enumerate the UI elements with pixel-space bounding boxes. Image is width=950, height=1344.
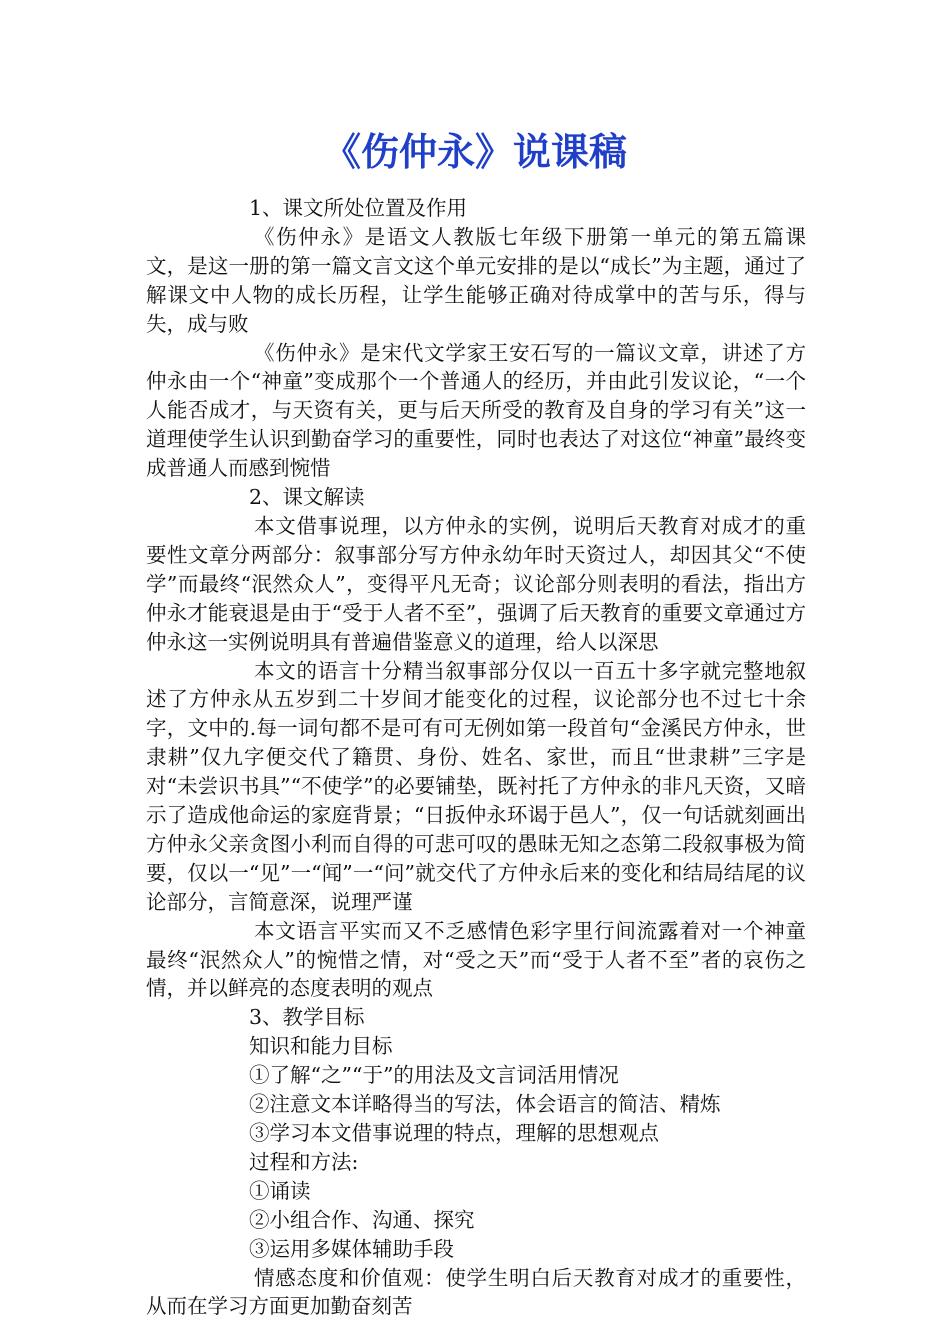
body-paragraph: 《伤仲永》是语文人教版七年级下册第一单元的第五篇课文，是这一册的第一篇文言文这个单元安排的是以“成长”为主题，通过了解课文中人物的成长历程，让学生能够正确对待成掌中的苦与乐，得与失，成与败: [146, 224, 806, 336]
list-item: ③运用多媒体辅助手段: [249, 1236, 454, 1261]
section-heading: 3、教学目标: [249, 1005, 365, 1030]
list-item: ②注意文本详略得当的写法，体会语言的简洁、精炼: [249, 1092, 721, 1117]
body-paragraph: 本文的语言十分精当叙事部分仅以一百五十多字就完整地叙述了方仲永从五岁到二十岁间才能变化的过程，议论部分也不过七十余字，文中的.每一词句都不是可有可无例如第一段首句“金溪民方仲永，世隶耕”仅九字便交代了籍贯、身份、姓名、家世，而且“世隶耕”三字是对“未尝识书具”“不使学”的必要铺垫，既衬托了方仲永的非凡天资，又暗示了造成他命运的家庭背景；“日扳仲永环谒于邑人”，仅一句话就刻画出方仲永父亲贪图小利而自得的可悲可叹的愚昧无知之态第二段叙事极为简要，仅以一“见”一“闻”一“问”就交代了方仲永后来的变化和结局结尾的议论部分，言简意深，说理严谨: [146, 658, 806, 914]
section-heading: 1、课文所处位置及作用: [249, 196, 468, 220]
document-body: [146, 194, 806, 1321]
subsection-heading: 过程和方法:: [249, 1149, 359, 1174]
body-paragraph: 《伤仲永》是宋代文学家王安石写的一篇议文章，讲述了方仲永由一个“神童”变成那个一个普通人的经历，并由此引发议论，“一个人能否成才，与天资有关，更与后天所受的教育及自身的学习有关”这一道理使学生认识到勤奋学习的重要性，同时也表达了对这位“神童”最终变成普通人而感到惋惜: [146, 340, 806, 481]
document-title: 《伤仲永》说课稿: [322, 130, 627, 174]
list-item: ②小组合作、沟通、探究: [249, 1207, 475, 1232]
list-item: ①了解“之”“于”的用法及文言词活用情况: [249, 1063, 619, 1088]
list-item: ③学习本文借事说理的特点，理解的思想观点: [249, 1121, 659, 1145]
section-heading: 2、课文解读: [249, 485, 365, 510]
body-paragraph: 本文借事说理，以方仲永的实例，说明后天教育对成才的重要性文章分两部分：叙事部分写方仲永幼年时天资过人，却因其父“不使学”而最终“泯然众人”，变得平凡无奇；议论部分则表明的看法，指出方仲永才能衰退是由于“受于人者不至”，强调了后天教育的重要文章通过方仲永这一实例说明具有普遍借鉴意义的道理，给人以深思: [146, 513, 806, 654]
list-item: ①诵读: [249, 1178, 311, 1203]
body-paragraph: 情感态度和价值观：使学生明白后天教育对成才的重要性，从而在学习方面更加勤奋刻苦: [146, 1265, 806, 1319]
body-paragraph: 本文语言平实而又不乏感情色彩字里行间流露着对一个神童最终“泯然众人”的惋惜之情，对“受之天”而“受于人者不至”者的哀伤之情，并以鲜亮的态度表明的观点: [146, 918, 806, 1001]
subsection-heading: 知识和能力目标: [249, 1034, 393, 1059]
